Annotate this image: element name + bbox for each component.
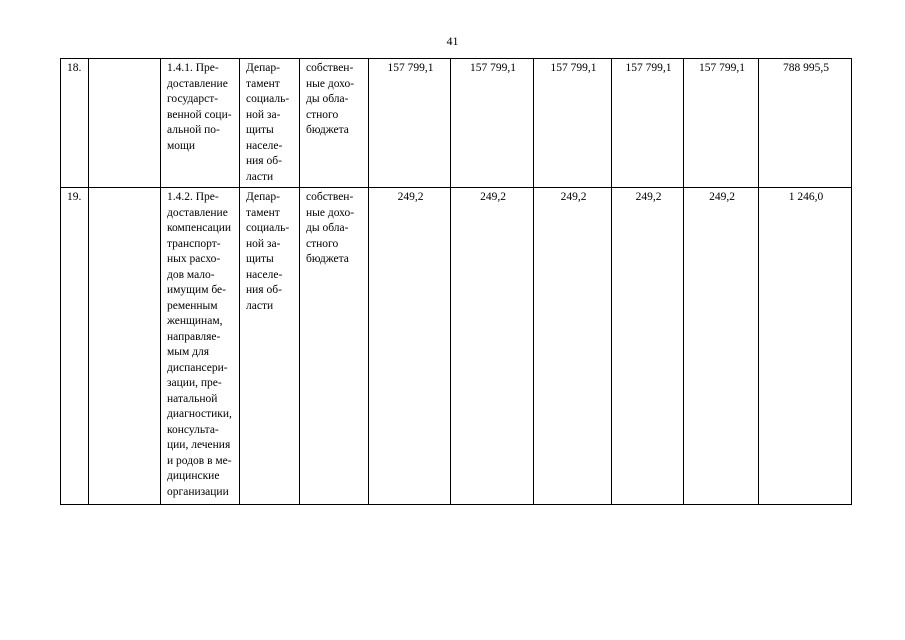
year-value-cell: 249,2	[534, 188, 612, 505]
budget-table	[60, 58, 852, 505]
year-value-cell: 157 799,1	[369, 59, 451, 188]
year-value-cell: 249,2	[684, 188, 759, 505]
table-row	[61, 188, 852, 505]
activity-cell: 1.4.2. Пре- доставление компенсации транспорт- ных расхо- дов мало- имущим бе- ременным женщинам, направляе- мым для диспансери- зации, пре- натальной диагностики, консульта- ции, лечения и родов в ме- дицинские организации	[161, 188, 240, 505]
activity-cell: 1.4.1. Пре- доставление государст- венной соци- альной по- мощи	[161, 59, 240, 188]
row-index: 18.	[61, 59, 89, 188]
year-value-cell: 157 799,1	[451, 59, 534, 188]
total-value-cell: 1 246,0	[759, 188, 852, 505]
year-value-cell: 157 799,1	[684, 59, 759, 188]
year-value-cell: 249,2	[612, 188, 684, 505]
funding-source-cell: собствен- ные дохо- ды обла- стного бюджета	[300, 59, 369, 188]
year-value-cell: 157 799,1	[612, 59, 684, 188]
total-value-cell: 788 995,5	[759, 59, 852, 188]
year-value-cell: 157 799,1	[534, 59, 612, 188]
page-number: 41	[446, 34, 459, 48]
executor-cell: Депар- тамент социаль- ной за- щиты населе- ния об- ласти	[240, 59, 300, 188]
code-cell	[89, 59, 161, 188]
code-cell	[89, 188, 161, 505]
row-index: 19.	[61, 188, 89, 505]
executor-cell: Депар- тамент социаль- ной за- щиты населе- ния об- ласти	[240, 188, 300, 505]
year-value-cell: 249,2	[369, 188, 451, 505]
table-row	[61, 59, 852, 188]
year-value-cell: 249,2	[451, 188, 534, 505]
funding-source-cell: собствен- ные дохо- ды обла- стного бюджета	[300, 188, 369, 505]
